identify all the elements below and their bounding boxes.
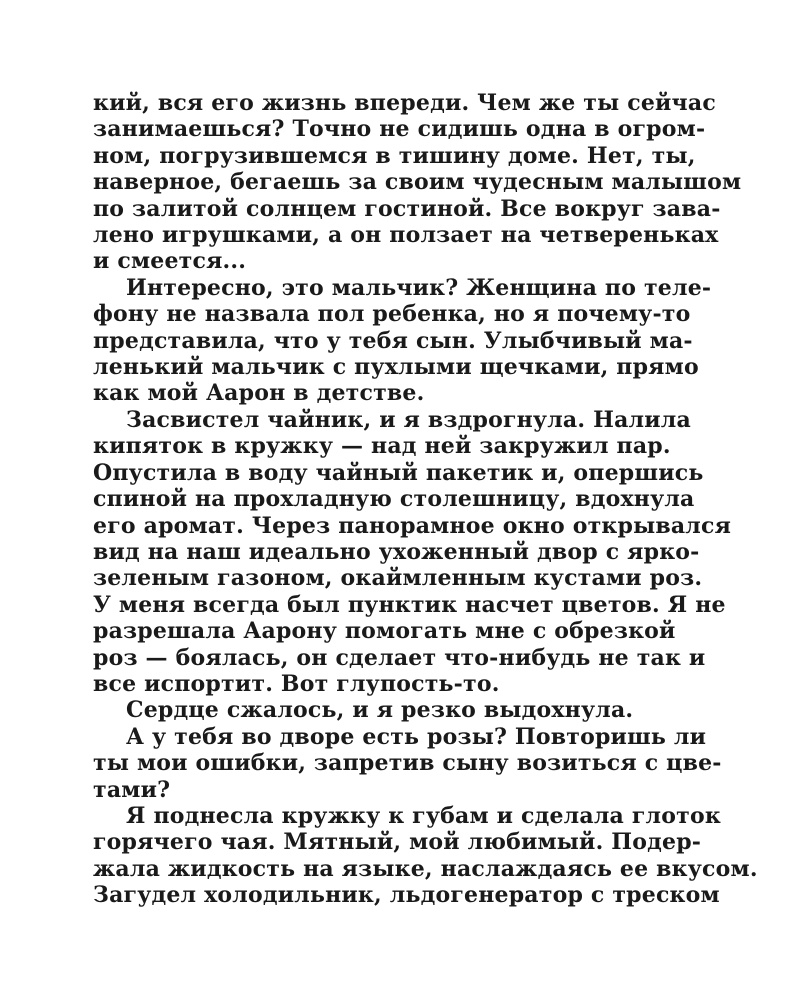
paragraph-5 [93,723,722,803]
text-line: лено игрушками, а он ползает на четвереньках [93,222,719,249]
text-line: горячего чая. Мятный, мой любимый. Подер- [93,829,702,856]
text-line: кий, вся его жизнь впереди. Чем же ты сейчас [93,90,716,116]
text-line: Засвистел чайник, и я вздрогнула. Налила [126,406,691,433]
text-line: все испортит. Вот глупость-то. [93,670,500,697]
text-line: разрешала Аарону помогать мне с обрезкой [93,618,676,645]
book-page-text [93,90,758,909]
text-line: Сердце сжалось, и я резко выдохнула. [126,697,634,724]
text-line: У меня всегда был пунктик насчет цветов. Я не [93,591,726,618]
text-line: тами? [93,776,171,803]
text-line: Опустила в воду чайный пакетик и, опершись [93,459,704,486]
text-line: А у тебя во дворе есть розы? Повторишь ли [126,723,707,750]
paragraph-6 [93,802,758,909]
text-line: роз — боялась, он сделает что-нибудь не так и [93,644,706,671]
text-line: вид на наш идеально ухоженный двор с ярко- [93,538,700,565]
paragraph-4 [93,697,659,723]
text-line: фону не назвала пол ребенка, но я почему-то [93,301,691,328]
text-line: Загудел холодильник, льдогенератор с треском [93,882,720,909]
text-line: наверное, бегаешь за своим чудесным малышом [93,169,742,196]
text-line: жала жидкость на языке, наслаждаясь ее вкусом. [93,855,758,882]
paragraph-3 [93,406,732,697]
text-line: по залитой солнцем гостиной. Все вокруг зава- [93,195,721,222]
text-line: ты мои ошибки, запретив сыну возиться с цве- [93,750,722,777]
text-line: Я поднесла кружку к губам и сделала глоток [126,802,721,829]
text-line: зеленым газоном, окаймленным кустами роз. [93,565,703,592]
text-line: занимаешься? Точно не сидишь одна в огром- [93,116,706,143]
text-line: ном, погрузившемся в тишину доме. Нет, ты, [93,142,696,169]
text-line: Интересно, это мальчик? Женщина по теле- [126,274,712,301]
paragraph-1 [93,90,742,275]
text-line: и смеется... [93,248,247,275]
text-line: представила, что у тебя сын. Улыбчивый ма- [93,327,693,354]
text-line: кипяток в кружку — над ней закружил пар. [93,433,671,460]
paragraph-2 [93,274,712,407]
text-line: спиной на прохладную столешницу, вдохнула [93,486,695,513]
text-line: как мой Аарон в детстве. [93,380,425,407]
text-line: его аромат. Через панорамное окно открывался [93,512,732,539]
text-line: ленький мальчик с пухлыми щечками, прямо [93,354,699,381]
